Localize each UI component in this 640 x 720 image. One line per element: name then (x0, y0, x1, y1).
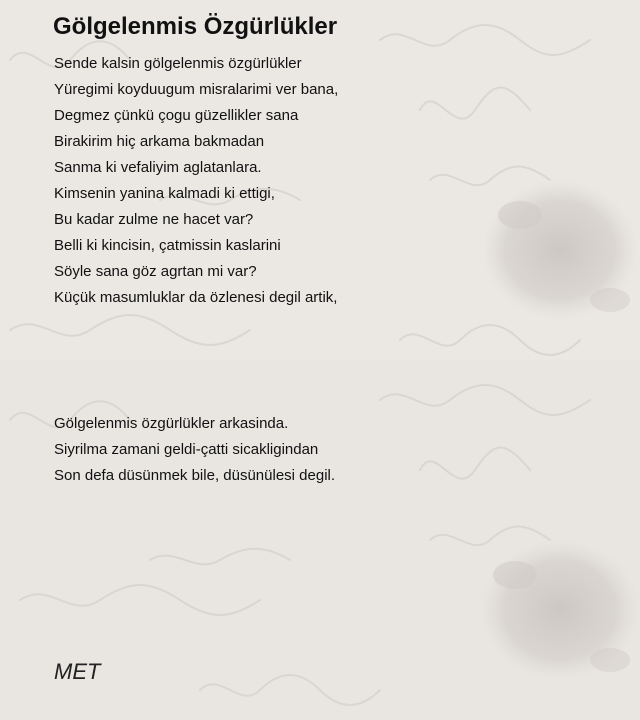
poem-author: MET (54, 659, 101, 684)
stanza-1 (54, 51, 338, 311)
poem-line: Siyrilma zamani geldi-çatti sicakligindan (54, 441, 319, 458)
poem-line: Yüregimi koyduugum misralarimi ver bana, (54, 81, 339, 98)
poem-line: Sende kalsin gölgelenmis özgürlükler (54, 55, 302, 72)
poem-line: Kimsenin yanina kalmadi ki ettigi, (54, 185, 275, 202)
poem-line: Degmez çünkü çogu güzellikler sana (54, 107, 299, 124)
poem-line: Küçük masumluklar da özlenesi degil artik, (54, 289, 338, 306)
poem-title: Gölgelenmis Özgürlükler (53, 13, 338, 40)
poem-line: Gölgelenmis özgürlükler arkasinda. (54, 415, 289, 432)
poem-line: Birakirim hiç arkama bakmadan (54, 133, 265, 150)
poem-line: Son defa düsünmek bile, düsünülesi degil. (54, 467, 336, 484)
poem-line: Belli ki kincisin, çatmissin kaslarini (54, 237, 281, 254)
stanza-2 (54, 411, 335, 489)
poem-line: Sanma ki vefaliyim aglatanlara. (54, 159, 262, 176)
poem-line: Söyle sana göz agrtan mi var? (54, 263, 257, 280)
poem-line: Bu kadar zulme ne hacet var? (54, 211, 254, 228)
